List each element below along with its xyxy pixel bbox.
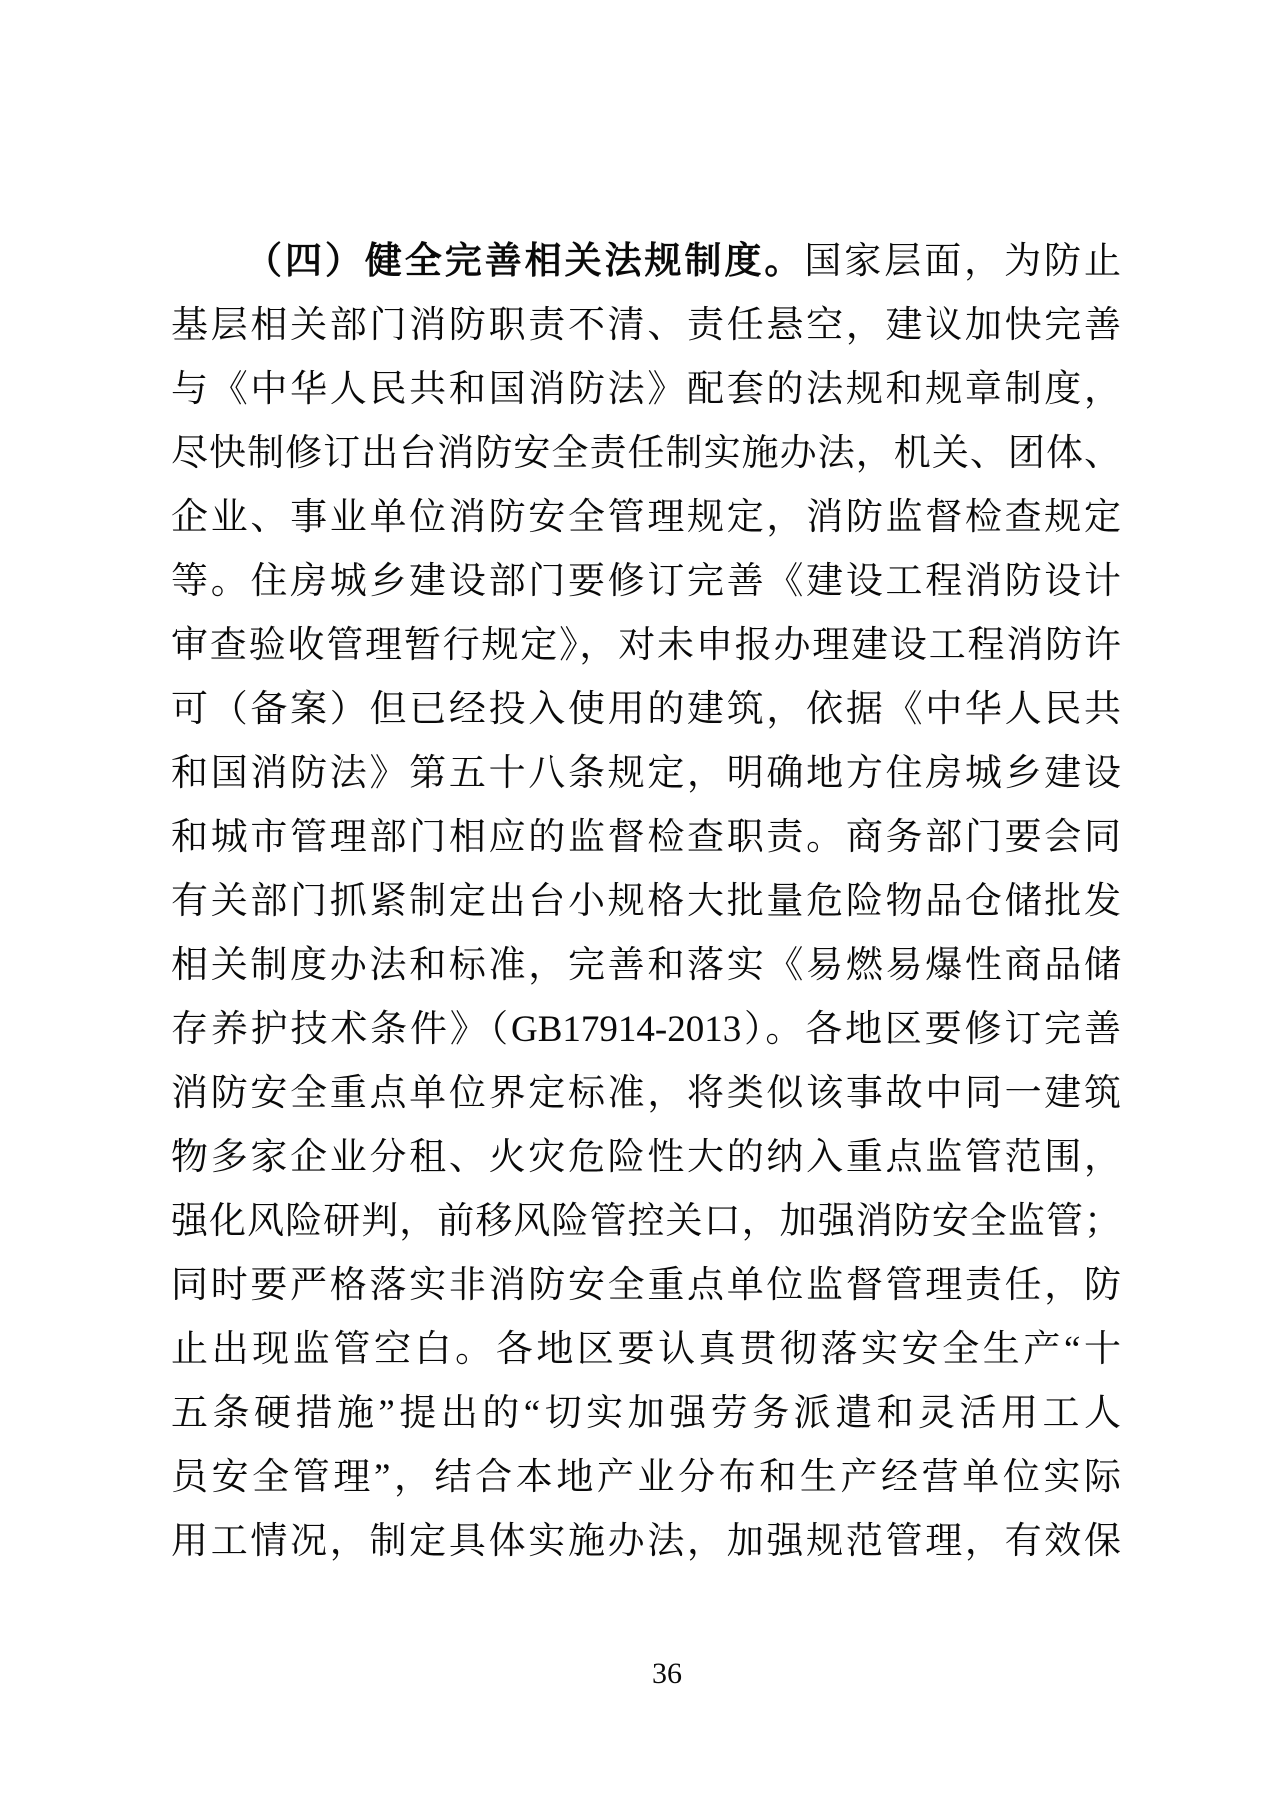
page-footer (27, 1656, 1280, 1692)
line-text: 国家层面，为防止 (804, 241, 1121, 282)
line-text: 物多家企业分租、火灾危险性大的纳入重点监管范围， (171, 1137, 1121, 1178)
text-line (171, 550, 1121, 614)
line-text: 存养护技术条件》（GB17914-2013）。各地区要修订完善 (171, 1009, 1121, 1050)
line-text: 企业、事业单位消防安全管理规定，消防监督检查规定 (171, 497, 1121, 538)
text-line (171, 1126, 1121, 1190)
text-line (171, 998, 1121, 1062)
text-line (171, 678, 1121, 742)
line-text: 尽快制修订出台消防安全责任制实施办法，机关、团体、 (171, 433, 1121, 474)
line-text: 可（备案）但已经投入使用的建筑，依据《中华人民共 (171, 689, 1121, 730)
text-line (171, 934, 1121, 998)
line-text: 用工情况，制定具体实施办法，加强规范管理，有效保 (171, 1521, 1121, 1562)
paragraph-section-4 (171, 230, 1121, 1574)
text-line (171, 486, 1121, 550)
text-line (171, 614, 1121, 678)
line-text: 等。住房城乡建设部门要修订完善《建设工程消防设计 (171, 561, 1121, 602)
line-text: 和城市管理部门相应的监督检查职责。商务部门要会同 (171, 817, 1121, 858)
line-text: 基层相关部门消防职责不清、责任悬空，建议加快完善 (171, 305, 1121, 346)
section-heading: （四）健全完善相关法规制度。 (245, 241, 805, 282)
text-line (171, 1062, 1121, 1126)
page-number: 36 (652, 1657, 682, 1690)
text-line (171, 1446, 1121, 1510)
line-text: 与《中华人民共和国消防法》配套的法规和规章制度， (171, 369, 1121, 410)
line-text: 止出现监管空白。各地区要认真贯彻落实安全生产“十 (171, 1329, 1121, 1370)
line-text: 五条硬措施”提出的“切实加强劳务派遣和灵活用工人 (171, 1393, 1121, 1434)
text-line (171, 806, 1121, 870)
text-line (171, 294, 1121, 358)
line-text: 相关制度办法和标准，完善和落实《易燃易爆性商品储 (171, 945, 1121, 986)
line-text: 消防安全重点单位界定标准，将类似该事故中同一建筑 (171, 1073, 1121, 1114)
text-line (171, 358, 1121, 422)
text-line (171, 1382, 1121, 1446)
text-line (171, 742, 1121, 806)
text-line (171, 1510, 1121, 1574)
line-text: 同时要严格落实非消防安全重点单位监督管理责任，防 (171, 1265, 1121, 1306)
text-line (171, 422, 1121, 486)
line-text: 员安全管理”，结合本地产业分布和生产经营单位实际 (171, 1457, 1121, 1498)
text-line (171, 870, 1121, 934)
line-text: 和国消防法》第五十八条规定，明确地方住房城乡建设 (171, 753, 1121, 794)
text-line (171, 1254, 1121, 1318)
line-text: 有关部门抓紧制定出台小规格大批量危险物品仓储批发 (171, 881, 1121, 922)
text-line (171, 1190, 1121, 1254)
line-text: 审查验收管理暂行规定》，对未申报办理建设工程消防许 (171, 625, 1121, 666)
text-line (171, 1318, 1121, 1382)
line-text: 强化风险研判，前移风险管控关口，加强消防安全监管； (171, 1201, 1121, 1242)
text-line (171, 230, 1121, 294)
